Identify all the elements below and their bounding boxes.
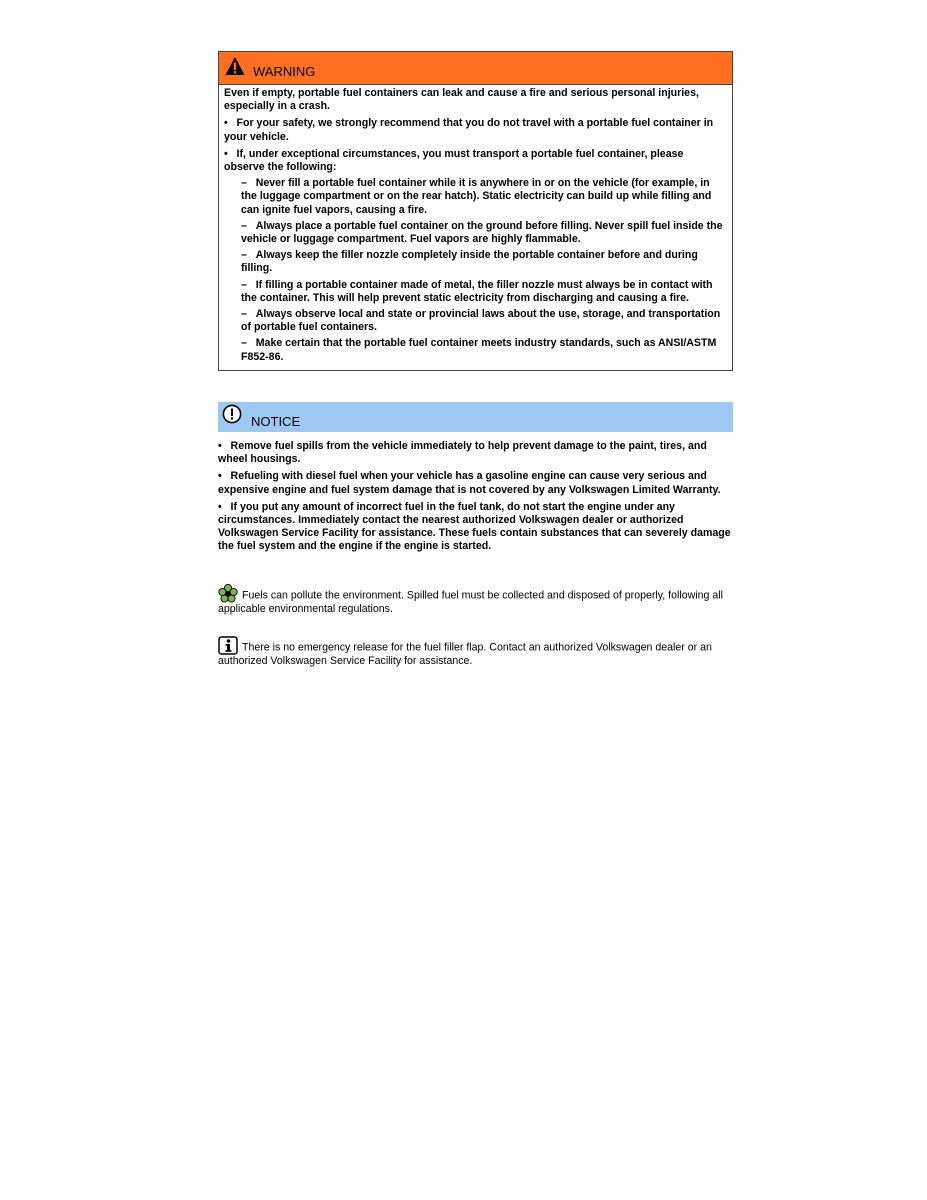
exclamation-circle-icon [222, 404, 242, 424]
environment-note-text: Fuels can pollute the environment. Spilled fuel must be collected and disposed of properly, following all applicable environmental regulations. [218, 589, 723, 615]
warning-dash-item: – Make certain that the portable fuel container meets industry standards, such as ANSI/ASTM F852-86. [241, 337, 717, 363]
warning-bullet: • If, under exceptional circumstances, you must transport a portable fuel container, please observe the following: [224, 147, 684, 174]
info-icon [218, 636, 238, 655]
notice-bullet: • Refueling with diesel fuel when your vehicle has a gasoline engine can cause very serious and expensive engine and fuel system damage that is not covered by any Volkswagen Limited Warranty. [218, 470, 721, 496]
warning-dash-item: – If filling a portable container made of metal, the filler nozzle must always be in contact with the container. This will help prevent static electricity from discharging and causing a fire. [241, 278, 713, 304]
warning-dash-item: – Never fill a portable fuel container while it is anywhere in or on the vehicle (for example, in the luggage compartment or on the rear hatch). Static electricity can build up while filling and can ignite fuel vapors, causing a fire. [241, 177, 712, 216]
warning-bullet: • For your safety, we strongly recommend that you do not travel with a portable fuel container in your vehicle. [224, 117, 714, 143]
info-note [218, 636, 736, 668]
notice-bullet: • If you put any amount of incorrect fuel in the fuel tank, do not start the engine under any circumstances. Immediately contact the nearest authorized Volkswagen dealer or authorized Volkswagen Service Facility for assistance. These fuels contain substances that can severely damage the fuel system and the engine if the engine is started. [218, 500, 731, 553]
warning-dash-item: – Always observe local and state or provincial laws about the use, storage, and transportation of portable fuel containers. [241, 308, 721, 334]
warning-intro: Even if empty, portable fuel containers can leak and cause a fire and serious personal injuries, especially in a crash. [224, 87, 699, 113]
notice-header [218, 402, 733, 432]
warning-box [218, 51, 733, 371]
warning-dash-item: – Always keep the filler nozzle completely inside the portable container before and during filling. [241, 249, 698, 275]
flower-icon [218, 584, 238, 603]
warning-dash-item: – Always place a portable fuel container on the ground before filling. Never spill fuel inside the vehicle or luggage compartment. Fuel vapors are highly flammable. [241, 219, 723, 246]
warning-title: WARNING [253, 64, 316, 79]
warning-triangle-icon [225, 56, 245, 76]
warning-header [219, 52, 732, 85]
environment-note [218, 584, 736, 616]
notice-title: NOTICE [251, 413, 301, 429]
info-note-text: There is no emergency release for the fuel filler flap. Contact an authorized Volkswagen dealer or an authorized Volkswagen Service Facility for assistance. [218, 641, 712, 667]
notice-bullet: • Remove fuel spills from the vehicle immediately to help prevent damage to the paint, tires, and wheel housings. [218, 440, 707, 466]
warning-body [219, 85, 732, 370]
notice-body [218, 440, 733, 558]
